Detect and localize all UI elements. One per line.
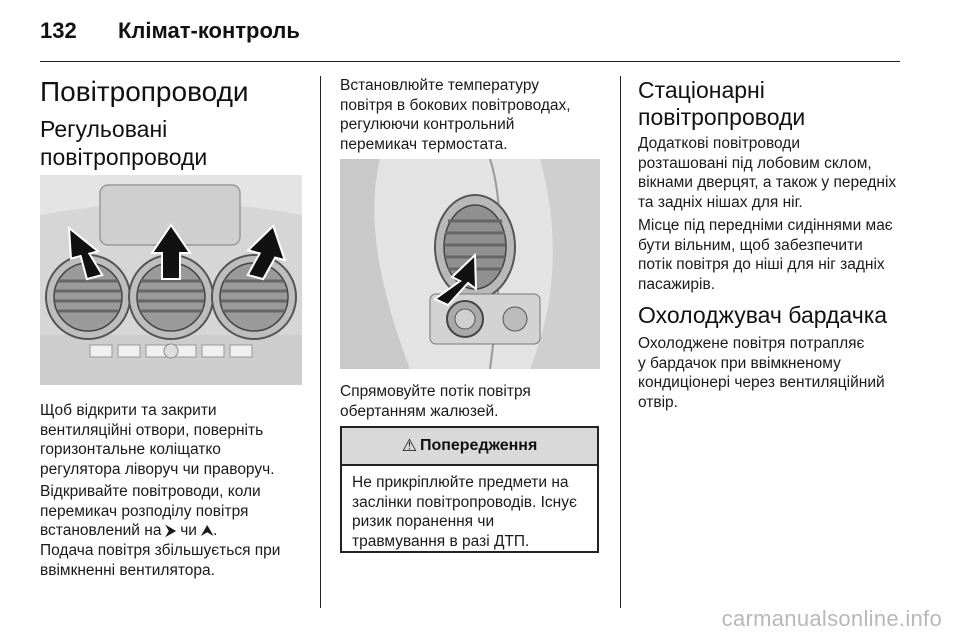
right-para-2: Місце під передніми сидіннями має бути вільним, щоб забезпечити потік повітря до ніші для ніг задніх пасажирів.: [638, 217, 893, 293]
warning-text: Не прикріплюйте предмети на заслінки повітропроводів. Існує ризик поранення чи травмування в разі ДТП.: [352, 474, 577, 550]
face-vent-mode-icon: ⮞: [165, 522, 176, 538]
page-number: 132: [40, 18, 77, 43]
chapter-title: Клімат-контроль: [118, 18, 300, 43]
column-divider-1: [320, 76, 321, 608]
warning-box: [340, 426, 599, 553]
side-vent-illustration: [340, 159, 600, 369]
middle-para-1: Встановлюйте температуру повітря в бокових повітроводах, регулюючи контрольний перемикач термостата.: [340, 77, 571, 153]
left-para-3: Подача повітря збільшується при ввімкненні вентилятора.: [40, 542, 281, 579]
left-para-1: Щоб відкрити та закрити вентиляційні отвори, поверніть горизонтальне коліщатко регулятора ліворуч чи праворуч.: [40, 402, 275, 478]
warning-header: [342, 428, 597, 466]
subsection-title-adjustable-line1: Регульовані: [40, 116, 168, 142]
left-para-2: Відкривайте повітроводи, коли перемикач розподілу повітря встановлений на ⮞ чи ⮝.: [40, 483, 261, 539]
section-title-fixed-vents-line1: Стаціонарні: [638, 77, 765, 103]
section-title-fixed-vents-line2: повітропроводи: [638, 104, 806, 130]
header-rule: [40, 61, 900, 62]
watermark: carmanualsonline.info: [721, 606, 942, 631]
subsection-title-adjustable-line2: повітропроводи: [40, 144, 208, 170]
right-para-1: Додаткові повітроводи розташовані під лобовим склом, вікнами дверцят, а також у передніх та задніх нішах для ніг.: [638, 135, 897, 211]
section-title-air-vents: Повітропроводи: [40, 76, 249, 107]
center-vents-illustration: [40, 175, 302, 385]
right-para-3: Охолоджене повітря потрапляє у бардачок при ввімкненому кондиціонері через вентиляційний отвір.: [638, 335, 885, 411]
face-foot-vent-mode-icon: ⮝: [201, 522, 214, 538]
middle-para-2: Спрямовуйте потік повітря обертанням жалюзей.: [340, 383, 531, 420]
page-header: [40, 18, 900, 46]
warning-title: Попередження: [419, 437, 538, 454]
section-title-glovebox-cooler: Охолоджувач бардачка: [638, 302, 888, 328]
column-divider-2: [620, 76, 621, 608]
warning-triangle-icon: ⚠: [401, 436, 417, 455]
